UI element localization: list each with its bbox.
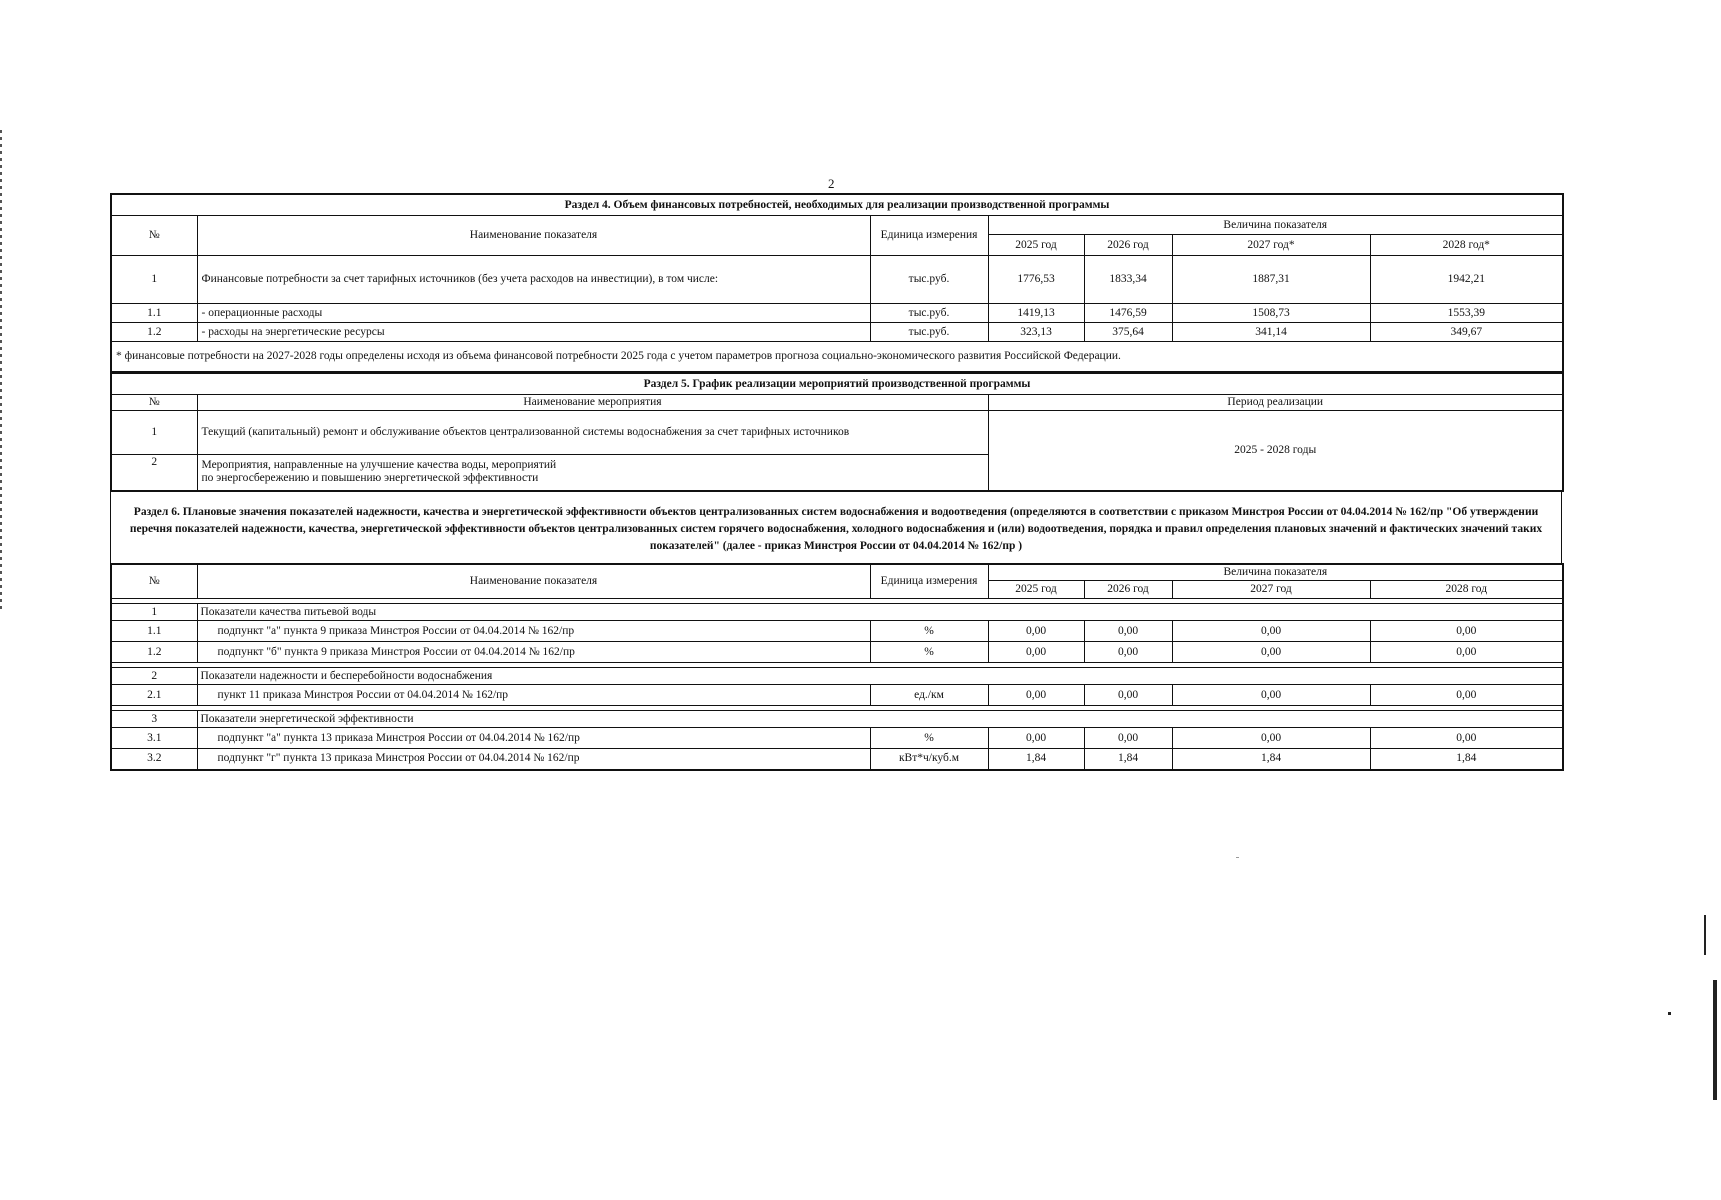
row-num: 3.1 <box>111 728 197 749</box>
row-value: 1833,34 <box>1084 256 1172 304</box>
table-row <box>111 728 1563 749</box>
table-row <box>111 621 1563 642</box>
row-value: 1,84 <box>1084 749 1172 770</box>
table-row <box>111 256 1563 304</box>
table-row <box>111 304 1563 323</box>
document-sheet <box>110 193 1562 771</box>
header-year: 2028 год* <box>1370 235 1563 256</box>
row-value: 0,00 <box>988 685 1084 706</box>
row-value: 0,00 <box>1370 685 1563 706</box>
table-row <box>111 642 1563 663</box>
row-name-line: по энергосбережению и повышению энергетической эффективности <box>201 472 539 485</box>
header-name: Наименование показателя <box>197 564 870 599</box>
section4-table <box>110 193 1564 373</box>
row-name: - расходы на энергетические ресурсы <box>197 323 870 342</box>
section4-footnote: * финансовые потребности на 2027-2028 годы определены исходя из объема финансовой потребности 2025 года с учетом параметров прогноза социально-экономического развития Российской Федерации. <box>111 342 1563 373</box>
row-value: 341,14 <box>1172 323 1370 342</box>
row-value: 1776,53 <box>988 256 1084 304</box>
row-unit: кВт*ч/куб.м <box>870 749 988 770</box>
row-value: 1508,73 <box>1172 304 1370 323</box>
section6-title: Раздел 6. Плановые значения показателей надежности, качества и энергетической эффективности объектов централизованных систем водоснабжения и водоотведения (определяются в соответствии с приказом Минстроя России от 04.04.2014 № 162/пр "Об утверждении перечня показателей надежности, качества, энергетической эффективности объектов централизованных систем горячего водоснабжения, холодного водоснабжения и (или) водоотведения, порядка и правил определения плановых значений и фактических значений таких показателей" (далее - приказ Минстроя России от 04.04.2014 № 162/пр ) <box>110 492 1562 563</box>
scan-speck <box>1236 857 1239 858</box>
row-value: 0,00 <box>988 642 1084 663</box>
header-year: 2028 год <box>1370 581 1563 599</box>
row-value: 0,00 <box>1370 621 1563 642</box>
row-name: Финансовые потребности за счет тарифных источников (без учета расходов на инвестиции), в том числе: <box>197 256 870 304</box>
row-value: 0,00 <box>1084 685 1172 706</box>
row-value: 323,13 <box>988 323 1084 342</box>
header-year: 2027 год* <box>1172 235 1370 256</box>
table-row <box>111 685 1563 706</box>
header-year: 2025 год <box>988 581 1084 599</box>
header-value-group: Величина показателя <box>988 564 1563 581</box>
header-num: № <box>111 395 197 411</box>
row-unit: тыс.руб. <box>870 256 988 304</box>
row-unit: ед./км <box>870 685 988 706</box>
row-num: 1 <box>111 411 197 455</box>
group-num: 1 <box>111 604 197 621</box>
row-value: 1419,13 <box>988 304 1084 323</box>
row-num: 2.1 <box>111 685 197 706</box>
group-row <box>111 668 1563 685</box>
section4-title: Раздел 4. Объем финансовых потребностей, необходимых для реализации производственной программы <box>111 194 1563 216</box>
row-num: 3.2 <box>111 749 197 770</box>
row-value: 0,00 <box>1172 642 1370 663</box>
row-num: 1.2 <box>111 642 197 663</box>
scan-edge-mark <box>1704 915 1706 955</box>
header-name: Наименование показателя <box>197 216 870 256</box>
row-unit: тыс.руб. <box>870 323 988 342</box>
section5-title: Раздел 5. График реализации мероприятий производственной программы <box>111 374 1563 395</box>
header-num: № <box>111 216 197 256</box>
header-name: Наименование мероприятия <box>197 395 988 411</box>
row-value: 0,00 <box>988 728 1084 749</box>
row-value: 0,00 <box>1370 642 1563 663</box>
table-row <box>111 411 1563 455</box>
row-name: пункт 11 приказа Минстроя России от 04.04.2014 № 162/пр <box>197 685 870 706</box>
section6-table <box>110 563 1564 771</box>
header-year: 2026 год <box>1084 235 1172 256</box>
header-unit: Единица измерения <box>870 216 988 256</box>
row-value: 0,00 <box>988 621 1084 642</box>
row-unit: % <box>870 728 988 749</box>
row-num: 1 <box>111 256 197 304</box>
table-row <box>111 749 1563 770</box>
header-period: Период реализации <box>988 395 1563 411</box>
row-value: 0,00 <box>1370 728 1563 749</box>
scan-edge-mark <box>1713 980 1717 1100</box>
row-value: 1942,21 <box>1370 256 1563 304</box>
row-name: подпункт "г" пункта 13 приказа Минстроя России от 04.04.2014 № 162/пр <box>197 749 870 770</box>
table-row <box>111 323 1563 342</box>
row-unit: тыс.руб. <box>870 304 988 323</box>
header-year: 2027 год <box>1172 581 1370 599</box>
row-num: 1.1 <box>111 304 197 323</box>
row-unit: % <box>870 621 988 642</box>
row-name: подпункт "б" пункта 9 приказа Минстроя России от 04.04.2014 № 162/пр <box>197 642 870 663</box>
section5-table <box>110 373 1564 492</box>
group-num: 3 <box>111 711 197 728</box>
row-value: 1,84 <box>988 749 1084 770</box>
scan-edge-marks <box>0 130 2 610</box>
row-name-line: Мероприятия, направленные на улучшение качества воды, мероприятий <box>201 459 557 472</box>
group-name: Показатели надежности и бесперебойности водоснабжения <box>197 668 1563 685</box>
group-name: Показатели качества питьевой воды <box>197 604 1563 621</box>
header-year: 2026 год <box>1084 581 1172 599</box>
row-unit: % <box>870 642 988 663</box>
row-value: 1,84 <box>1172 749 1370 770</box>
header-num: № <box>111 564 197 599</box>
header-unit: Единица измерения <box>870 564 988 599</box>
row-name: - операционные расходы <box>197 304 870 323</box>
group-row <box>111 604 1563 621</box>
page-number: 2 <box>828 176 835 191</box>
row-value: 0,00 <box>1172 621 1370 642</box>
row-value: 1887,31 <box>1172 256 1370 304</box>
row-name: подпункт "а" пункта 13 приказа Минстроя России от 04.04.2014 № 162/пр <box>197 728 870 749</box>
row-value: 375,64 <box>1084 323 1172 342</box>
scan-edge-mark <box>1668 1012 1671 1015</box>
row-value: 349,67 <box>1370 323 1563 342</box>
row-value: 0,00 <box>1084 642 1172 663</box>
row-name: Текущий (капитальный) ремонт и обслуживание объектов централизованной системы водоснабжения за счет тарифных источников <box>197 411 988 455</box>
row-name: подпункт "а" пункта 9 приказа Минстроя России от 04.04.2014 № 162/пр <box>197 621 870 642</box>
row-name <box>197 455 988 491</box>
row-value: 0,00 <box>1172 728 1370 749</box>
group-name: Показатели энергетической эффективности <box>197 711 1563 728</box>
header-value-group: Величина показателя <box>988 216 1563 235</box>
row-value: 0,00 <box>1084 621 1172 642</box>
row-value: 0,00 <box>1084 728 1172 749</box>
row-value: 1,84 <box>1370 749 1563 770</box>
row-value: 0,00 <box>1172 685 1370 706</box>
row-num: 1.1 <box>111 621 197 642</box>
period-value: 2025 - 2028 годы <box>988 411 1563 491</box>
row-value: 1553,39 <box>1370 304 1563 323</box>
group-num: 2 <box>111 668 197 685</box>
row-value: 1476,59 <box>1084 304 1172 323</box>
header-year: 2025 год <box>988 235 1084 256</box>
row-num: 1.2 <box>111 323 197 342</box>
group-row <box>111 711 1563 728</box>
row-num: 2 <box>111 455 197 491</box>
